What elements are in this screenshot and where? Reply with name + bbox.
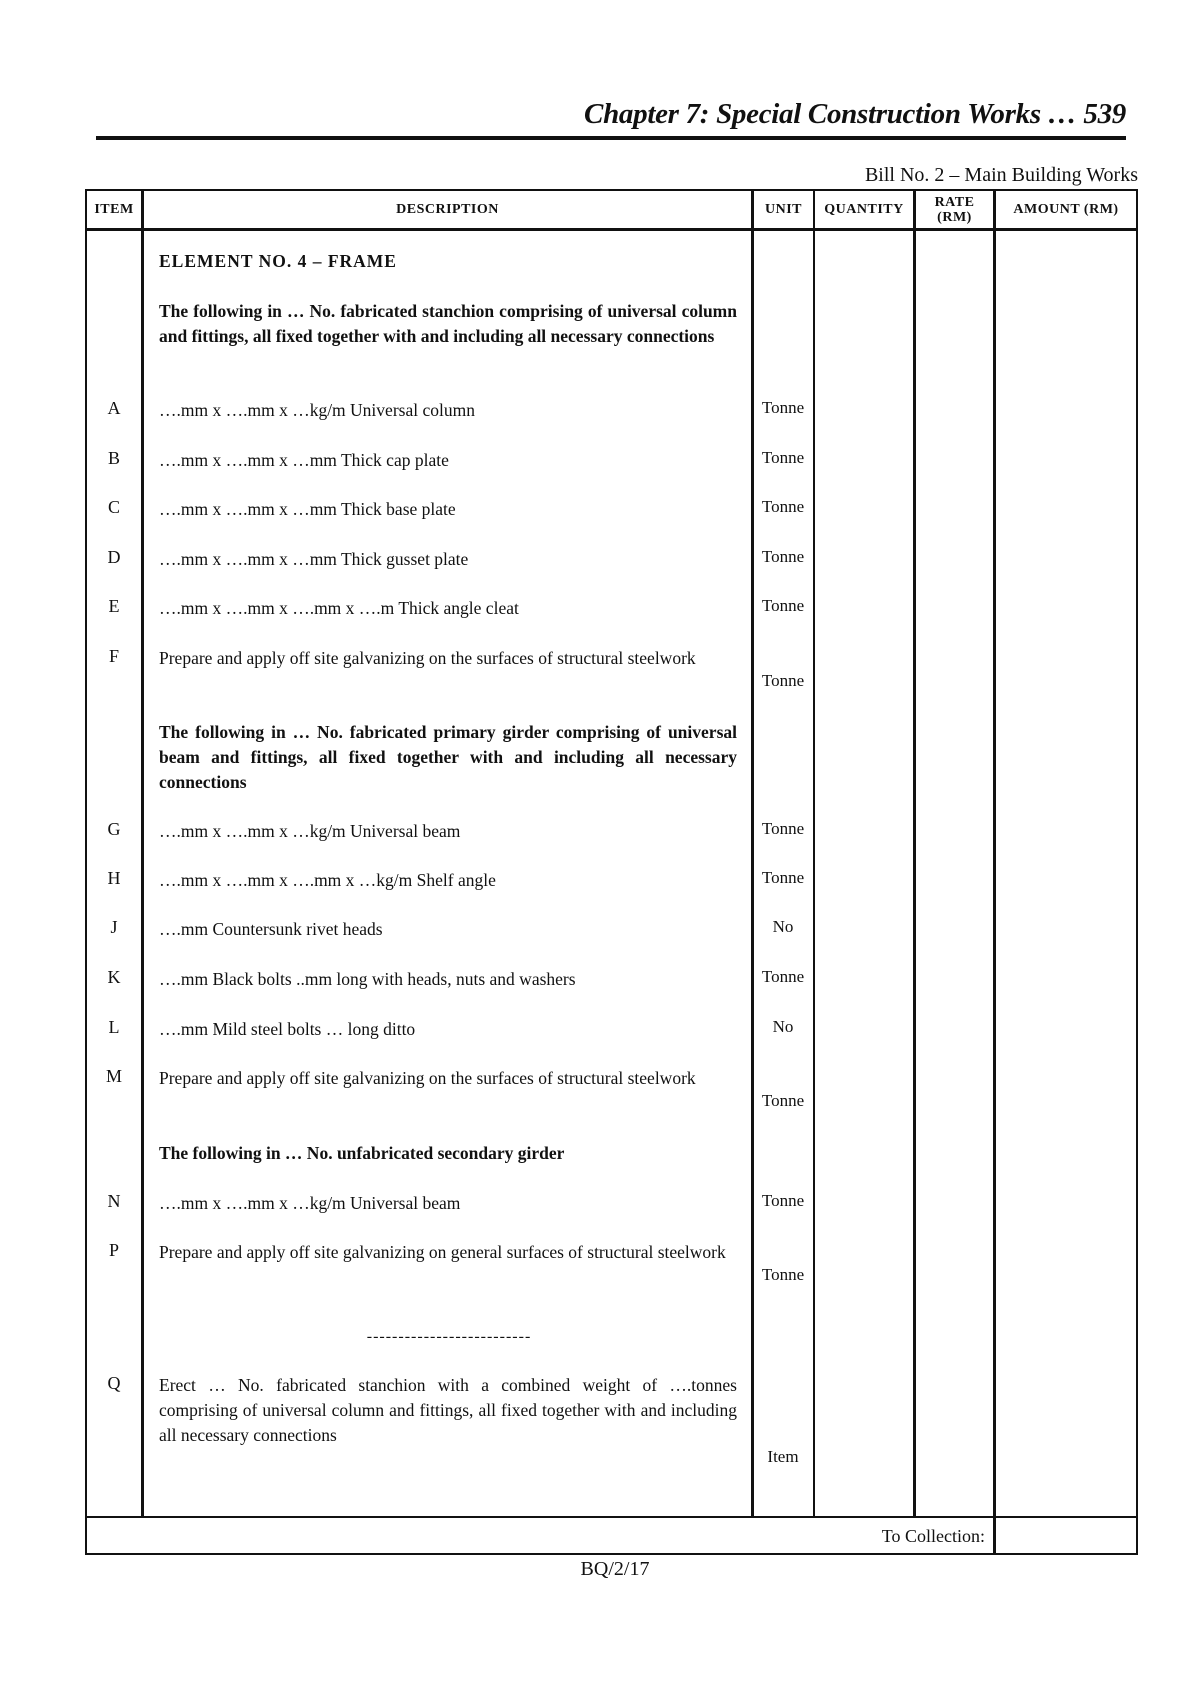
item-code: A (107, 398, 121, 418)
item-unit: No (772, 917, 794, 936)
item-code: F (108, 646, 119, 666)
footer-divider (87, 1516, 1136, 1518)
item-unit: Tonne (761, 1191, 805, 1210)
column-header-quantity: QUANTITY (824, 202, 904, 217)
item-description: ….mm Mild steel bolts … long ditto (159, 1019, 416, 1039)
item-unit: Tonne (761, 819, 805, 838)
item-description: Prepare and apply off site galvanizing on the surfaces of structural steelwork (159, 1068, 696, 1088)
element-heading: ELEMENT NO. 4 – FRAME (159, 251, 397, 271)
intro-secondary-girder: The following in … No. unfabricated secondary girder (159, 1143, 565, 1163)
item-description: ….mm x ….mm x …kg/m Universal beam (159, 1193, 461, 1213)
item-unit: Tonne (761, 398, 805, 417)
header-divider (87, 228, 1136, 231)
item-code: P (108, 1240, 119, 1260)
item-description: ….mm x ….mm x …mm Thick base plate (159, 499, 456, 519)
column-header-rate: RATE (RM) (934, 194, 975, 225)
item-code: B (107, 448, 120, 468)
page-reference: BQ/2/17 (580, 1558, 650, 1580)
item-description: ….mm x ….mm x ….mm x …kg/m Shelf angle (159, 870, 496, 890)
item-description: Prepare and apply off site galvanizing on general surfaces of structural steelwork (159, 1242, 726, 1262)
item-unit: Tonne (761, 1091, 805, 1110)
bill-label: Bill No. 2 – Main Building Works (864, 164, 1138, 186)
item-code: C (107, 497, 120, 517)
item-unit: No (772, 1017, 794, 1036)
column-header-item: ITEM (94, 202, 134, 217)
item-unit: Tonne (761, 448, 805, 467)
column-divider-rate (993, 191, 996, 1555)
column-divider-item (141, 191, 144, 1516)
item-unit: Item (767, 1447, 799, 1466)
item-code: Q (107, 1373, 121, 1393)
item-description: ….mm x ….mm x …mm Thick cap plate (159, 450, 449, 470)
column-divider-description (751, 191, 754, 1516)
item-unit: Tonne (761, 547, 805, 566)
to-collection-label: To Collection: (881, 1526, 985, 1546)
item-description: ….mm Countersunk rivet heads (159, 919, 383, 939)
item-description: Prepare and apply off site galvanizing on the surfaces of structural steelwork (159, 648, 696, 668)
column-divider-quantity (913, 191, 916, 1516)
item-code: G (107, 819, 121, 839)
item-unit: Tonne (761, 967, 805, 986)
item-description: ….mm x ….mm x …mm Thick gusset plate (159, 549, 469, 569)
intro-stanchion: The following in … No. fabricated stanchion comprising of universal column and fittings, all fixed together with and including all necessary connections (159, 301, 737, 346)
item-unit: Tonne (761, 497, 805, 516)
item-description: ….mm Black bolts ..mm long with heads, nuts and washers (159, 969, 576, 989)
separator: -------------------------- (366, 1328, 532, 1345)
item-unit: Tonne (761, 1265, 805, 1284)
item-unit: Tonne (761, 868, 805, 887)
item-unit: Tonne (761, 671, 805, 690)
item-description: ….mm x ….mm x …kg/m Universal column (159, 400, 475, 420)
item-description: ….mm x ….mm x …kg/m Universal beam (159, 821, 461, 841)
item-code: E (108, 596, 120, 616)
bill-of-quantities-table (85, 189, 1138, 1555)
item-description: ….mm x ….mm x ….mm x ….m Thick angle cleat (159, 598, 519, 618)
column-header-description: DESCRIPTION (396, 202, 499, 217)
item-code: K (107, 967, 121, 987)
item-code: J (110, 917, 118, 937)
column-divider-unit (813, 191, 815, 1516)
header-rule (96, 136, 1126, 140)
item-unit: Tonne (761, 596, 805, 615)
item-code: D (107, 547, 121, 567)
intro-primary-girder: The following in … No. fabricated primary girder comprising of universal beam and fittings, all fixed together with and including all necessary connections (159, 722, 737, 792)
item-code: L (108, 1017, 120, 1037)
item-code: H (107, 868, 121, 888)
item-code: M (105, 1066, 122, 1086)
column-header-unit: UNIT (764, 202, 802, 217)
column-header-amount: AMOUNT (RM) (1013, 202, 1119, 217)
chapter-title: Chapter 7: Special Construction Works … 539 (584, 98, 1126, 130)
item-description: Erect … No. fabricated stanchion with a combined weight of ….tonnes comprising of universal column and fittings, all fixed together with and including all necessary connections (159, 1375, 737, 1445)
item-code: N (107, 1191, 121, 1211)
